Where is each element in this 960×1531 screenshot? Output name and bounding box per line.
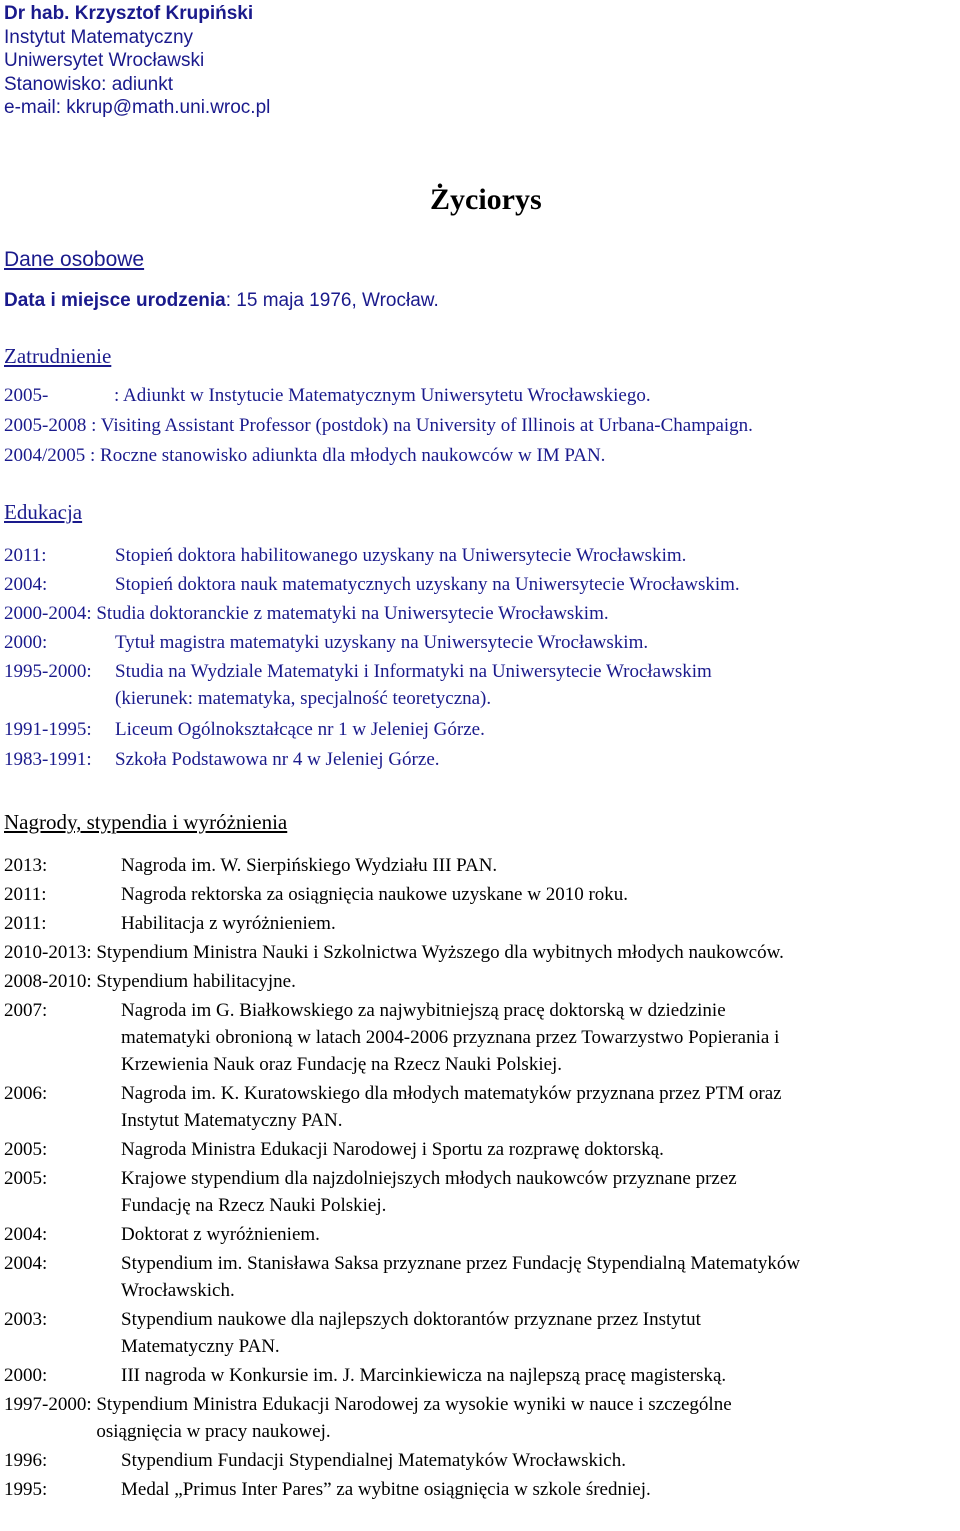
award-text-line: Nagroda im. W. Sierpińskiego Wydziału III PAN. — [121, 855, 498, 876]
awards-list — [4, 852, 800, 1505]
education-item — [4, 716, 740, 746]
award-text-line: Stypendium Ministra Edukacji Narodowej za wysokie wyniki w nauce i szczególne — [96, 1394, 732, 1415]
award-text — [121, 1221, 320, 1248]
header-block — [4, 2, 270, 120]
section-heading-education: Edukacja — [4, 500, 83, 524]
award-item — [4, 910, 800, 937]
education-item — [4, 542, 740, 571]
section-heading-personal: Dane osobowe — [4, 248, 145, 271]
education-year: 2011: — [4, 545, 47, 566]
award-text-line: Habilitacja z wyróżnieniem. — [121, 913, 336, 934]
award-text — [96, 1391, 731, 1445]
award-item — [4, 1136, 800, 1163]
education-year: 1983-1991: — [4, 749, 92, 770]
award-text-line: Stypendium habilitacyjne. — [96, 971, 296, 992]
award-text-line: Doktorat z wyróżnieniem. — [121, 1224, 320, 1245]
award-year: 2011: — [4, 884, 47, 905]
award-text-line: osiągnięcia w pracy naukowej. — [96, 1421, 331, 1442]
award-item — [4, 1306, 800, 1360]
education-year: 1991-1995: — [4, 719, 92, 740]
award-item — [4, 939, 800, 966]
award-text-line: III nagroda w Konkursie im. J. Marcinkiewicza na najlepszą pracę magisterską. — [121, 1365, 727, 1386]
award-item — [4, 1250, 800, 1304]
award-year: 1995: — [4, 1479, 48, 1500]
header-line: Uniwersytet Wrocławski — [4, 50, 205, 71]
award-text-line: Instytut Matematyczny PAN. — [121, 1110, 343, 1131]
education-year: 2000-2004: — [4, 603, 92, 624]
award-year: 2006: — [4, 1083, 48, 1104]
award-year: 1996: — [4, 1450, 48, 1471]
employment-year: 2004/2005 — [4, 445, 86, 466]
education-text — [115, 658, 712, 716]
education-text: Studia doktoranckie z matematyki na Uniwersytecie Wrocławskim. — [96, 603, 609, 624]
birth-label: Data i miejsce urodzenia — [4, 290, 226, 311]
award-text-line: Stypendium Ministra Nauki i Szkolnictwa Wyższego dla wybitnych młodych naukowców. — [96, 942, 784, 963]
award-year: 2005: — [4, 1139, 48, 1160]
employment-text: : Visiting Assistant Professor (postdok) na University of Illinois at Urbana-Champaign. — [91, 415, 753, 436]
award-year: 2000: — [4, 1365, 48, 1386]
education-item — [4, 629, 740, 658]
employment-row — [4, 442, 605, 469]
award-year: 2011: — [4, 913, 47, 934]
award-text — [121, 1165, 737, 1219]
award-year: 2005: — [4, 1168, 48, 1189]
award-text-line: Krzewienia Nauk oraz Fundację na Rzecz Nauki Polskiej. — [121, 1054, 563, 1075]
award-text-line: Nagroda im. K. Kuratowskiego dla młodych matematyków przyznana przez PTM oraz — [121, 1083, 782, 1104]
employment-text: : Roczne stanowisko adiunkta dla młodych naukowców w IM PAN. — [90, 445, 606, 466]
education-text: Liceum Ogólnokształcące nr 1 w Jeleniej Górze. — [115, 719, 485, 740]
section-heading-awards: Nagrody, stypendia i wyróżnienia — [4, 810, 288, 834]
award-text — [121, 1080, 782, 1134]
award-text — [121, 1306, 701, 1360]
award-item — [4, 1447, 800, 1474]
education-text: Szkoła Podstawowa nr 4 w Jeleniej Górze. — [115, 749, 440, 770]
award-text — [121, 1136, 664, 1163]
header-line: Instytut Matematyczny — [4, 26, 194, 48]
education-text-line: Studia na Wydziale Matematyki i Informatyki na Uniwersytecie Wrocławskim — [115, 661, 712, 682]
award-item — [4, 1476, 800, 1503]
employment-row — [4, 382, 651, 409]
award-text — [121, 881, 628, 908]
education-text-line: (kierunek: matematyka, specjalność teoretyczna). — [115, 688, 492, 709]
award-year: 2003: — [4, 1309, 48, 1330]
award-text — [121, 1250, 800, 1304]
award-text — [121, 910, 336, 937]
education-year: 1995-2000: — [4, 661, 92, 682]
author-name: Dr hab. Krzysztof Krupiński — [4, 3, 254, 24]
award-text — [121, 1447, 626, 1474]
award-item — [4, 1362, 800, 1389]
award-text-line: Fundację na Rzecz Nauki Polskiej. — [121, 1195, 387, 1216]
education-item — [4, 746, 740, 775]
award-text-line: Krajowe stypendium dla najzdolniejszych młodych naukowców przyznane przez — [121, 1168, 737, 1189]
award-text-line: Stypendium naukowe dla najlepszych doktorantów przyznane przez Instytut — [121, 1309, 701, 1330]
award-text — [96, 939, 784, 966]
award-text-line: Nagroda im G. Białkowskiego za najwybitniejszą pracę doktorską w dziedzinie — [121, 1000, 726, 1021]
header-line: Stanowisko: adiunkt — [4, 73, 173, 95]
award-item — [4, 1080, 800, 1134]
award-item — [4, 1165, 800, 1219]
employment-row — [4, 412, 753, 439]
employment-year: 2005-2008 — [4, 415, 87, 436]
award-item — [4, 968, 800, 995]
award-year: 2010-2013: — [4, 942, 92, 963]
header-email: e-mail: kkrup@math.uni.wroc.pl — [4, 97, 271, 118]
award-year: 1997-2000: — [4, 1394, 92, 1415]
award-item — [4, 1391, 800, 1445]
award-text-line: Wrocławskich. — [121, 1280, 235, 1301]
award-text-line: matematyki obronioną w latach 2004-2006 przyznana przez Towarzystwo Popierania i — [121, 1027, 780, 1048]
award-text-line: Stypendium im. Stanisława Saksa przyznane przez Fundację Stypendialną Matematyków — [121, 1253, 801, 1274]
education-item — [4, 600, 740, 629]
birth-info — [4, 290, 439, 312]
award-item — [4, 997, 800, 1078]
employment-text: : Adiunkt w Instytucie Matematycznym Uniwersytetu Wrocławskiego. — [114, 385, 651, 406]
employment-year: 2005- — [4, 385, 49, 406]
education-text: Stopień doktora nauk matematycznych uzyskany na Uniwersytecie Wrocławskim. — [115, 574, 740, 595]
award-item — [4, 852, 800, 879]
award-text-line: Matematyczny PAN. — [121, 1336, 280, 1357]
award-year: 2008-2010: — [4, 971, 92, 992]
education-text: Stopień doktora habilitowanego uzyskany na Uniwersytecie Wrocławskim. — [115, 545, 687, 566]
award-text-line: Nagroda Ministra Edukacji Narodowej i Sportu za rozprawę doktorską. — [121, 1139, 664, 1160]
award-item — [4, 881, 800, 908]
award-text — [121, 852, 497, 879]
award-year: 2007: — [4, 1000, 48, 1021]
award-year: 2004: — [4, 1224, 48, 1245]
education-list — [4, 542, 740, 775]
education-year: 2000: — [4, 632, 48, 653]
award-text — [121, 1476, 651, 1503]
education-year: 2004: — [4, 574, 48, 595]
education-item — [4, 658, 740, 716]
section-heading-employment: Zatrudnienie — [4, 344, 112, 368]
award-text-line: Nagroda rektorska za osiągnięcia naukowe uzyskane w 2010 roku. — [121, 884, 629, 905]
education-item — [4, 571, 740, 600]
award-text — [121, 997, 779, 1078]
award-year: 2013: — [4, 855, 48, 876]
award-text-line: Stypendium Fundacji Stypendialnej Matematyków Wrocławskich. — [121, 1450, 626, 1471]
document-title: Życiorys — [430, 183, 542, 216]
award-text — [121, 1362, 726, 1389]
award-year: 2004: — [4, 1253, 48, 1274]
award-text — [96, 968, 295, 995]
education-text: Tytuł magistra matematyki uzyskany na Uniwersytecie Wrocławskim. — [115, 632, 649, 653]
award-text-line: Medal „Primus Inter Pares” za wybitne osiągnięcia w szkole średniej. — [121, 1479, 651, 1500]
award-item — [4, 1221, 800, 1248]
birth-value: : 15 maja 1976, Wrocław. — [225, 290, 439, 311]
